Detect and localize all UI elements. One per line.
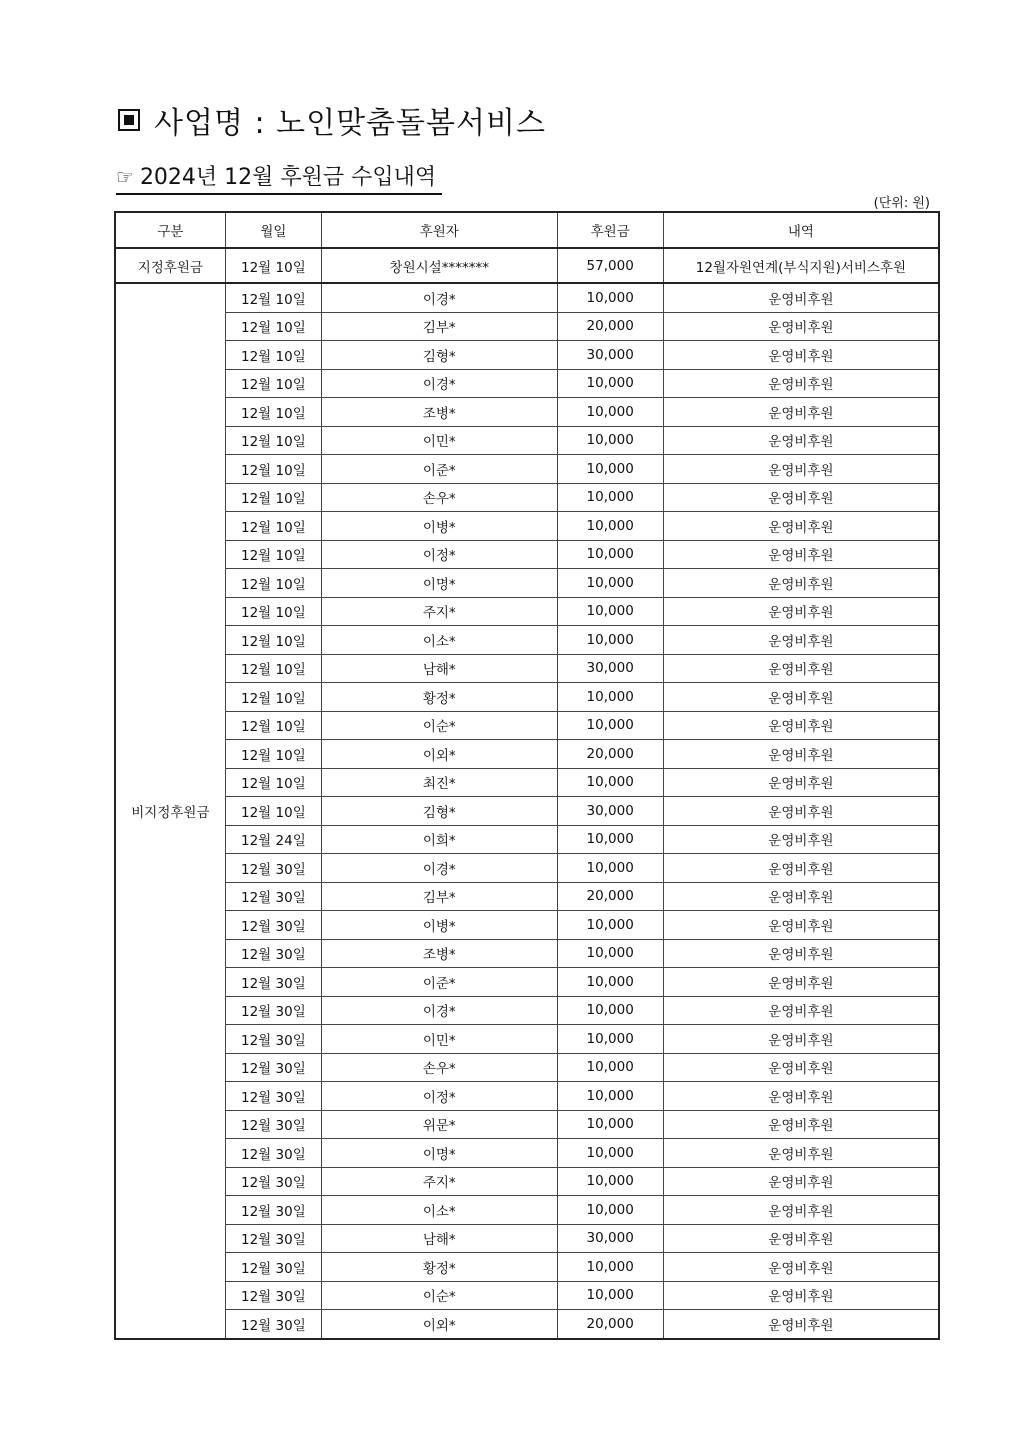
section-subtitle-text: 2024년 12월 후원금 수입내역 bbox=[139, 165, 437, 190]
detail-cell: 운영비후원 bbox=[663, 654, 939, 683]
date-cell: 12월 30일 bbox=[225, 1167, 321, 1196]
amount-cell: 10,000 bbox=[557, 398, 663, 427]
date-cell: 12월 10일 bbox=[225, 569, 321, 598]
detail-cell: 운영비후원 bbox=[663, 996, 939, 1025]
amount-cell: 10,000 bbox=[557, 540, 663, 569]
donor-cell: 김부* bbox=[321, 882, 557, 911]
detail-cell: 운영비후원 bbox=[663, 1196, 939, 1225]
date-cell: 12월 24일 bbox=[225, 825, 321, 854]
donor-cell: 이병* bbox=[321, 911, 557, 940]
detail-cell: 운영비후원 bbox=[663, 455, 939, 484]
table-row bbox=[115, 911, 939, 940]
table-header-row bbox=[115, 212, 939, 248]
donor-cell: 이민* bbox=[321, 426, 557, 455]
date-cell: 12월 30일 bbox=[225, 911, 321, 940]
detail-cell: 운영비후원 bbox=[663, 740, 939, 769]
donor-cell: 손우* bbox=[321, 483, 557, 512]
donor-cell: 이명* bbox=[321, 1139, 557, 1168]
donor-cell: 이경* bbox=[321, 283, 557, 312]
date-cell: 12월 10일 bbox=[225, 483, 321, 512]
donor-cell: 주지* bbox=[321, 1167, 557, 1196]
donor-cell: 남해* bbox=[321, 1224, 557, 1253]
page-title-text: 사업명 : 노인맞춤돌봄서비스 bbox=[154, 106, 546, 141]
table-row bbox=[115, 968, 939, 997]
table-row bbox=[115, 312, 939, 341]
date-cell: 12월 10일 bbox=[225, 540, 321, 569]
donor-cell: 최진* bbox=[321, 768, 557, 797]
date-cell: 12월 10일 bbox=[225, 768, 321, 797]
date-cell: 12월 30일 bbox=[225, 1110, 321, 1139]
table-row bbox=[115, 341, 939, 370]
amount-cell: 10,000 bbox=[557, 1196, 663, 1225]
table-row bbox=[115, 797, 939, 826]
detail-cell: 운영비후원 bbox=[663, 1310, 939, 1339]
amount-cell: 10,000 bbox=[557, 569, 663, 598]
table-row bbox=[115, 939, 939, 968]
date-cell: 12월 30일 bbox=[225, 882, 321, 911]
pointing-hand-icon: ☞ bbox=[116, 165, 134, 189]
amount-cell: 10,000 bbox=[557, 854, 663, 883]
date-cell: 12월 10일 bbox=[225, 711, 321, 740]
amount-cell: 10,000 bbox=[557, 1281, 663, 1310]
donor-cell: 이민* bbox=[321, 1025, 557, 1054]
table-row bbox=[115, 711, 939, 740]
table-row bbox=[115, 426, 939, 455]
table-row bbox=[115, 654, 939, 683]
detail-cell: 운영비후원 bbox=[663, 1224, 939, 1253]
donor-cell: 이소* bbox=[321, 626, 557, 655]
detail-cell: 운영비후원 bbox=[663, 1281, 939, 1310]
detail-cell: 운영비후원 bbox=[663, 597, 939, 626]
detail-cell: 운영비후원 bbox=[663, 426, 939, 455]
donor-cell: 이순* bbox=[321, 711, 557, 740]
table-row bbox=[115, 540, 939, 569]
detail-cell: 운영비후원 bbox=[663, 1053, 939, 1082]
donor-cell: 위문* bbox=[321, 1110, 557, 1139]
category-cell: 지정후원금 bbox=[115, 248, 225, 283]
detail-cell: 운영비후원 bbox=[663, 540, 939, 569]
category-cell: 비지정후원금 bbox=[115, 283, 225, 1339]
date-cell: 12월 10일 bbox=[225, 312, 321, 341]
detail-cell: 운영비후원 bbox=[663, 939, 939, 968]
amount-cell: 10,000 bbox=[557, 369, 663, 398]
column-header-date: 월일 bbox=[225, 212, 321, 248]
donor-cell: 조병* bbox=[321, 939, 557, 968]
table-row bbox=[115, 740, 939, 769]
table-row bbox=[115, 1025, 939, 1054]
date-cell: 12월 10일 bbox=[225, 398, 321, 427]
table-row bbox=[115, 597, 939, 626]
donor-cell: 김형* bbox=[321, 341, 557, 370]
amount-cell: 10,000 bbox=[557, 1082, 663, 1111]
table-row bbox=[115, 626, 939, 655]
date-cell: 12월 10일 bbox=[225, 426, 321, 455]
date-cell: 12월 10일 bbox=[225, 597, 321, 626]
donor-cell: 김형* bbox=[321, 797, 557, 826]
table-row bbox=[115, 369, 939, 398]
date-cell: 12월 10일 bbox=[225, 683, 321, 712]
amount-cell: 10,000 bbox=[557, 455, 663, 484]
amount-cell: 30,000 bbox=[557, 654, 663, 683]
column-header-detail: 내역 bbox=[663, 212, 939, 248]
date-cell: 12월 30일 bbox=[225, 1224, 321, 1253]
date-cell: 12월 30일 bbox=[225, 1025, 321, 1054]
designated-row bbox=[115, 248, 939, 283]
date-cell: 12월 10일 bbox=[225, 654, 321, 683]
table-row bbox=[115, 283, 939, 312]
date-cell: 12월 30일 bbox=[225, 1082, 321, 1111]
square-bullet-icon bbox=[118, 109, 140, 131]
donor-cell: 이순* bbox=[321, 1281, 557, 1310]
detail-cell: 운영비후원 bbox=[663, 683, 939, 712]
amount-cell: 20,000 bbox=[557, 1310, 663, 1339]
donor-cell: 이경* bbox=[321, 996, 557, 1025]
table-row bbox=[115, 996, 939, 1025]
amount-cell: 10,000 bbox=[557, 711, 663, 740]
date-cell: 12월 30일 bbox=[225, 968, 321, 997]
table-row bbox=[115, 1082, 939, 1111]
detail-cell: 운영비후원 bbox=[663, 882, 939, 911]
amount-cell: 10,000 bbox=[557, 968, 663, 997]
date-cell: 12월 30일 bbox=[225, 1053, 321, 1082]
amount-cell: 10,000 bbox=[557, 283, 663, 312]
date-cell: 12월 30일 bbox=[225, 854, 321, 883]
table-row bbox=[115, 854, 939, 883]
table-row bbox=[115, 683, 939, 712]
table-row bbox=[115, 1167, 939, 1196]
donor-cell: 황정* bbox=[321, 683, 557, 712]
donor-cell: 이경* bbox=[321, 369, 557, 398]
detail-cell: 운영비후원 bbox=[663, 768, 939, 797]
unit-label: (단위: 원) bbox=[873, 196, 930, 211]
detail-cell: 운영비후원 bbox=[663, 341, 939, 370]
date-cell: 12월 10일 bbox=[225, 341, 321, 370]
page-title bbox=[118, 98, 546, 142]
table-row bbox=[115, 1281, 939, 1310]
date-cell: 12월 30일 bbox=[225, 1253, 321, 1282]
table-row bbox=[115, 825, 939, 854]
amount-cell: 10,000 bbox=[557, 1139, 663, 1168]
detail-cell: 운영비후원 bbox=[663, 626, 939, 655]
detail-cell: 운영비후원 bbox=[663, 312, 939, 341]
table-row bbox=[115, 1253, 939, 1282]
date-cell: 12월 10일 bbox=[225, 797, 321, 826]
table-row bbox=[115, 398, 939, 427]
amount-cell: 10,000 bbox=[557, 939, 663, 968]
donor-cell: 김부* bbox=[321, 312, 557, 341]
amount-cell: 10,000 bbox=[557, 483, 663, 512]
amount-cell: 10,000 bbox=[557, 1110, 663, 1139]
table-row bbox=[115, 1196, 939, 1225]
amount-cell: 10,000 bbox=[557, 1253, 663, 1282]
date-cell: 12월 10일 bbox=[225, 248, 321, 283]
donation-table bbox=[114, 211, 940, 1340]
amount-cell: 30,000 bbox=[557, 797, 663, 826]
detail-cell: 운영비후원 bbox=[663, 854, 939, 883]
amount-cell: 57,000 bbox=[557, 248, 663, 283]
detail-cell: 운영비후원 bbox=[663, 483, 939, 512]
detail-cell: 운영비후원 bbox=[663, 1253, 939, 1282]
amount-cell: 10,000 bbox=[557, 426, 663, 455]
column-header-donor: 후원자 bbox=[321, 212, 557, 248]
detail-cell: 운영비후원 bbox=[663, 569, 939, 598]
donor-cell: 이명* bbox=[321, 569, 557, 598]
table-row bbox=[115, 1139, 939, 1168]
amount-cell: 10,000 bbox=[557, 512, 663, 541]
table-row bbox=[115, 569, 939, 598]
table-row bbox=[115, 1224, 939, 1253]
detail-cell: 운영비후원 bbox=[663, 968, 939, 997]
donor-cell: 손우* bbox=[321, 1053, 557, 1082]
donor-cell: 이희* bbox=[321, 825, 557, 854]
detail-cell: 운영비후원 bbox=[663, 1025, 939, 1054]
date-cell: 12월 30일 bbox=[225, 1196, 321, 1225]
column-header-category: 구분 bbox=[115, 212, 225, 248]
amount-cell: 10,000 bbox=[557, 1025, 663, 1054]
detail-cell: 운영비후원 bbox=[663, 283, 939, 312]
table-row bbox=[115, 455, 939, 484]
detail-cell: 운영비후원 bbox=[663, 711, 939, 740]
non-designated-rows bbox=[115, 283, 939, 1339]
amount-cell: 10,000 bbox=[557, 1053, 663, 1082]
date-cell: 12월 10일 bbox=[225, 283, 321, 312]
detail-cell: 운영비후원 bbox=[663, 797, 939, 826]
date-cell: 12월 10일 bbox=[225, 512, 321, 541]
detail-cell: 운영비후원 bbox=[663, 398, 939, 427]
date-cell: 12월 10일 bbox=[225, 369, 321, 398]
date-cell: 12월 30일 bbox=[225, 939, 321, 968]
detail-cell: 운영비후원 bbox=[663, 1139, 939, 1168]
date-cell: 12월 10일 bbox=[225, 740, 321, 769]
amount-cell: 30,000 bbox=[557, 1224, 663, 1253]
donor-cell: 이정* bbox=[321, 540, 557, 569]
date-cell: 12월 30일 bbox=[225, 996, 321, 1025]
amount-cell: 10,000 bbox=[557, 597, 663, 626]
detail-cell: 운영비후원 bbox=[663, 911, 939, 940]
donor-cell: 이외* bbox=[321, 1310, 557, 1339]
date-cell: 12월 30일 bbox=[225, 1139, 321, 1168]
amount-cell: 20,000 bbox=[557, 740, 663, 769]
table-row bbox=[115, 1053, 939, 1082]
donor-cell: 주지* bbox=[321, 597, 557, 626]
table-row bbox=[115, 512, 939, 541]
amount-cell: 10,000 bbox=[557, 996, 663, 1025]
donor-cell: 이준* bbox=[321, 968, 557, 997]
donor-cell: 황정* bbox=[321, 1253, 557, 1282]
amount-cell: 10,000 bbox=[557, 911, 663, 940]
table-row bbox=[115, 1110, 939, 1139]
donor-cell: 창원시설******* bbox=[321, 248, 557, 283]
amount-cell: 10,000 bbox=[557, 626, 663, 655]
column-header-amount: 후원금 bbox=[557, 212, 663, 248]
donor-cell: 이경* bbox=[321, 854, 557, 883]
date-cell: 12월 10일 bbox=[225, 455, 321, 484]
donor-cell: 이정* bbox=[321, 1082, 557, 1111]
donor-cell: 이준* bbox=[321, 455, 557, 484]
detail-cell: 운영비후원 bbox=[663, 825, 939, 854]
amount-cell: 20,000 bbox=[557, 882, 663, 911]
donor-cell: 이병* bbox=[321, 512, 557, 541]
date-cell: 12월 30일 bbox=[225, 1310, 321, 1339]
amount-cell: 10,000 bbox=[557, 825, 663, 854]
detail-cell: 운영비후원 bbox=[663, 1110, 939, 1139]
amount-cell: 10,000 bbox=[557, 1167, 663, 1196]
donor-cell: 남해* bbox=[321, 654, 557, 683]
detail-cell: 12월자원연계(부식지원)서비스후원 bbox=[663, 248, 939, 283]
amount-cell: 20,000 bbox=[557, 312, 663, 341]
date-cell: 12월 30일 bbox=[225, 1281, 321, 1310]
date-cell: 12월 10일 bbox=[225, 626, 321, 655]
donor-cell: 이외* bbox=[321, 740, 557, 769]
detail-cell: 운영비후원 bbox=[663, 369, 939, 398]
section-subtitle bbox=[116, 160, 442, 195]
amount-cell: 30,000 bbox=[557, 341, 663, 370]
detail-cell: 운영비후원 bbox=[663, 512, 939, 541]
detail-cell: 운영비후원 bbox=[663, 1167, 939, 1196]
table-row bbox=[115, 483, 939, 512]
table-row bbox=[115, 768, 939, 797]
amount-cell: 10,000 bbox=[557, 683, 663, 712]
table-row bbox=[115, 1310, 939, 1339]
donor-cell: 조병* bbox=[321, 398, 557, 427]
detail-cell: 운영비후원 bbox=[663, 1082, 939, 1111]
donor-cell: 이소* bbox=[321, 1196, 557, 1225]
table-row bbox=[115, 882, 939, 911]
amount-cell: 10,000 bbox=[557, 768, 663, 797]
